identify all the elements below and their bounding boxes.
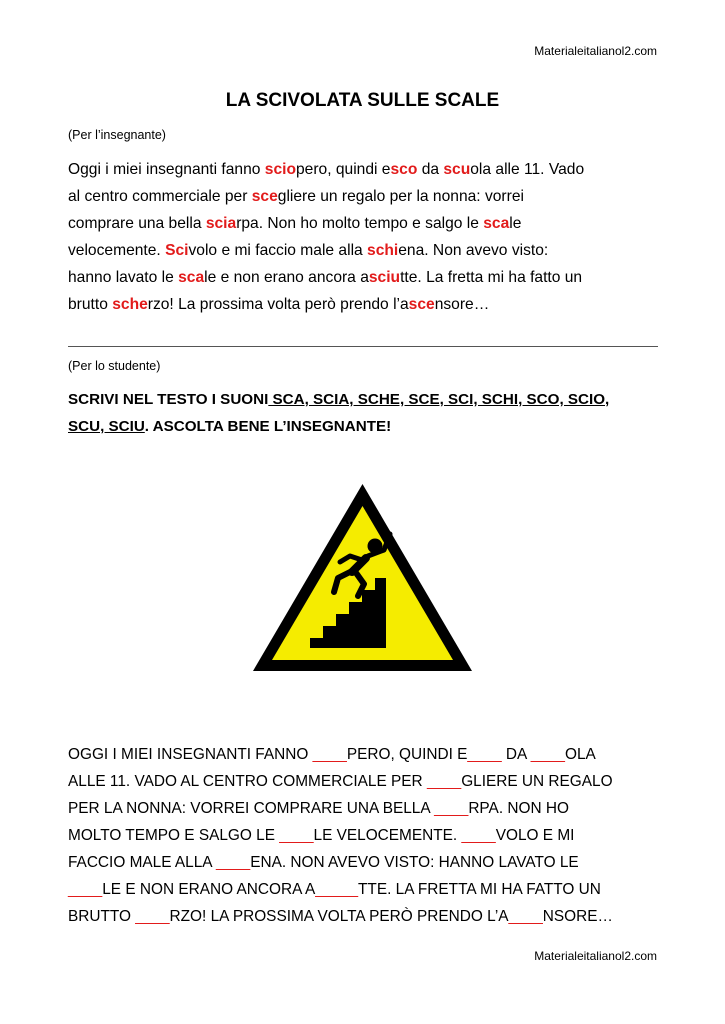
text-segment: BRUTTO bbox=[68, 908, 136, 925]
footer-site-label: Materialeitalianol2.com bbox=[534, 949, 657, 963]
text-segment: FACCIO MALE ALLA bbox=[68, 854, 216, 871]
fill-in-blank: ____ bbox=[68, 881, 103, 898]
fill-in-blank: ____ bbox=[461, 827, 496, 844]
text-segment: TTE. LA FRETTA MI HA FATTO UN bbox=[358, 881, 601, 898]
teacher-label: (Per l’insegnante) bbox=[68, 128, 166, 142]
text-segment: hanno lavato le bbox=[68, 269, 179, 286]
text-segment: volo e mi faccio male alla bbox=[188, 242, 368, 259]
highlighted-sound: schi bbox=[367, 242, 399, 259]
fill-in-blank: ____ bbox=[467, 746, 502, 763]
text-segment: OGGI I MIEI INSEGNANTI FANNO bbox=[68, 746, 313, 763]
teacher-text bbox=[68, 156, 668, 318]
highlighted-sound: sco bbox=[390, 161, 418, 178]
fill-in-blank: ____ bbox=[135, 908, 170, 925]
text-segment: PER LA NONNA: VORREI COMPRARE UNA BELLA bbox=[68, 800, 435, 817]
text-segment: le e non erano ancora a bbox=[204, 269, 369, 286]
text-segment: rpa. Non ho molto tempo e salgo le bbox=[236, 215, 484, 232]
exercise-instruction bbox=[68, 386, 668, 440]
highlighted-sound: sche bbox=[112, 296, 148, 313]
text-segment: brutto bbox=[68, 296, 113, 313]
fill-in-blank: ____ bbox=[508, 908, 543, 925]
highlighted-sound: scia bbox=[205, 215, 237, 232]
fill-in-blank: ____ bbox=[426, 773, 462, 790]
fill-in-blank: ____ bbox=[434, 800, 469, 817]
highlighted-sound: Sci bbox=[165, 242, 189, 259]
student-label: (Per lo studente) bbox=[68, 359, 161, 373]
text-segment: tte. La fretta mi ha fatto un bbox=[400, 269, 583, 286]
text-segment: . ASCOLTA BENE L’INSEGNANTE! bbox=[144, 418, 392, 435]
page-title: LA SCIVOLATA SULLE SCALE bbox=[225, 90, 500, 111]
text-segment: MOLTO TEMPO E SALGO LE bbox=[68, 827, 280, 844]
text-segment: GLIERE UN REGALO bbox=[461, 773, 613, 790]
fill-in-blank: ____ bbox=[215, 854, 251, 871]
text-segment: LE VELOCEMENTE. bbox=[313, 827, 462, 844]
text-segment: comprare una bella bbox=[68, 215, 206, 232]
text-segment: al centro commerciale per bbox=[68, 188, 252, 205]
highlighted-sound: sce bbox=[251, 188, 278, 205]
section-divider bbox=[68, 346, 658, 347]
highlighted-sound: sca bbox=[483, 215, 510, 232]
fill-in-blank: ____ bbox=[312, 746, 347, 763]
text-segment: ena. Non avevo visto: bbox=[398, 242, 549, 259]
text-segment: le bbox=[509, 215, 522, 232]
text-segment: gliere un regalo per la nonna: vorrei bbox=[277, 188, 524, 205]
slippery-stairs-warning-icon bbox=[250, 480, 475, 675]
highlighted-sound: scu bbox=[443, 161, 471, 178]
text-segment: ENA. NON AVEVO VISTO: HANNO LAVATO LE bbox=[250, 854, 579, 871]
highlighted-sound: sca bbox=[178, 269, 205, 286]
sound-list: SCA, SCIA, SCHE, SCE, SCI, SCHI, SCO, SCIO, bbox=[268, 391, 610, 408]
text-segment: pero, quindi e bbox=[295, 161, 391, 178]
text-segment: VOLO E MI bbox=[495, 827, 575, 844]
fill-in-blank: ____ bbox=[530, 746, 565, 763]
text-segment: PERO, QUINDI E bbox=[346, 746, 468, 763]
fill-in-blank: ____ bbox=[279, 827, 314, 844]
text-segment: SCRIVI NEL TESTO I SUONI bbox=[68, 391, 269, 408]
text-segment: ola alle 11. Vado bbox=[470, 161, 585, 178]
text-segment: Oggi i miei insegnanti fanno bbox=[68, 161, 265, 178]
text-segment: da bbox=[417, 161, 444, 178]
highlighted-sound: sce bbox=[408, 296, 435, 313]
highlighted-sound: scio bbox=[264, 161, 296, 178]
text-segment: RZO! LA PROSSIMA VOLTA PERÒ PRENDO L’A bbox=[169, 908, 509, 925]
text-segment: RPA. NON HO bbox=[468, 800, 569, 817]
text-segment: velocemente. bbox=[68, 242, 166, 259]
highlighted-sound: sciu bbox=[368, 269, 401, 286]
text-segment: DA bbox=[501, 746, 531, 763]
text-segment: ALLE 11. VADO AL CENTRO COMMERCIALE PER bbox=[68, 773, 427, 790]
fill-in-blank: _____ bbox=[315, 881, 359, 898]
sound-list: SCU, SCIU bbox=[68, 418, 145, 435]
text-segment: OLA bbox=[565, 746, 596, 763]
text-segment: rzo! La prossima volta però prendo l’a bbox=[147, 296, 409, 313]
text-segment: LE E NON ERANO ANCORA A bbox=[102, 881, 316, 898]
header-site-label: Materialeitalianol2.com bbox=[534, 44, 657, 58]
text-segment: NSORE… bbox=[542, 908, 613, 925]
exercise-text bbox=[68, 741, 668, 930]
text-segment: nsore… bbox=[434, 296, 490, 313]
